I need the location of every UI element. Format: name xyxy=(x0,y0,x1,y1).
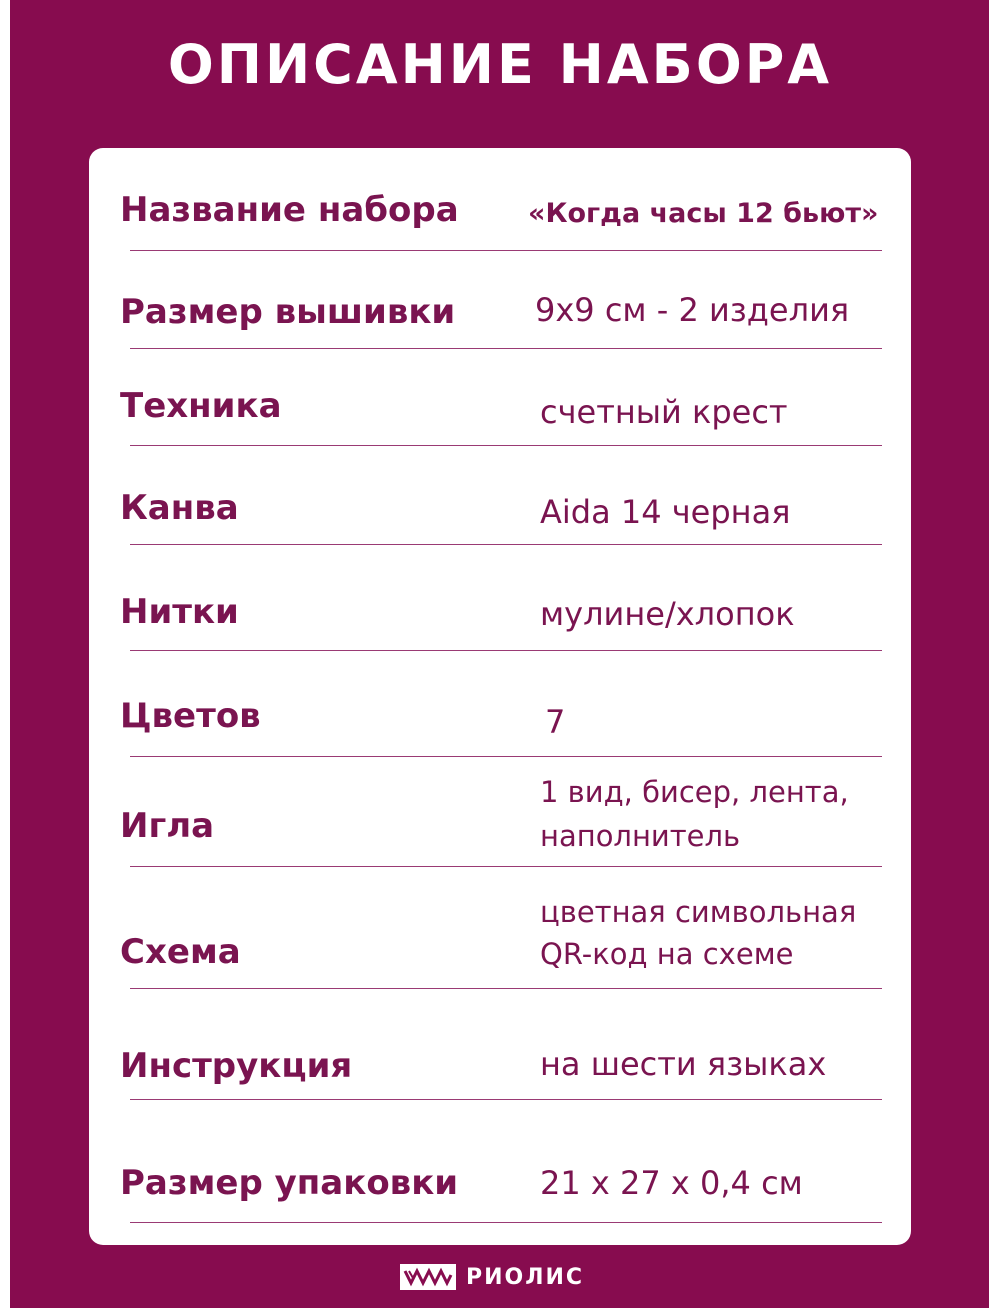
divider xyxy=(130,544,882,545)
row-value-technique: счетный крест xyxy=(540,393,788,431)
divider xyxy=(130,866,882,867)
divider xyxy=(130,348,882,349)
row-label-technique: Техника xyxy=(120,386,282,426)
row-value-needle-line-1: 1 вид, бисер, лента, xyxy=(540,775,849,809)
divider xyxy=(130,1222,882,1223)
divider xyxy=(130,1099,882,1100)
riolis-logo-icon xyxy=(400,1264,456,1290)
brand xyxy=(400,1262,584,1292)
divider xyxy=(130,250,882,251)
divider xyxy=(130,756,882,757)
row-label-package-size: Размер упаковки xyxy=(120,1163,459,1203)
row-value-threads: мулине/хлопок xyxy=(540,595,795,633)
row-label-kit-name: Название набора xyxy=(120,190,459,230)
row-value-canvas: Aida 14 черная xyxy=(540,493,791,531)
divider xyxy=(130,988,882,989)
row-label-canvas: Канва xyxy=(120,488,239,528)
row-value-embroidery-size: 9х9 см - 2 изделия xyxy=(535,291,850,329)
row-value-colors: 7 xyxy=(545,703,566,741)
row-value-package-size: 21 х 27 х 0,4 см xyxy=(540,1164,803,1202)
row-label-threads: Нитки xyxy=(120,592,239,632)
row-label-colors: Цветов xyxy=(120,696,261,736)
row-value-scheme-line-2: QR-код на схеме xyxy=(540,937,794,971)
page-title: ОПИСАНИЕ НАБОРА xyxy=(167,33,833,96)
row-label-instruction: Инструкция xyxy=(120,1046,353,1086)
row-label-scheme: Схема xyxy=(120,932,241,972)
row-value-kit-name: «Когда часы 12 бьют» xyxy=(528,198,879,229)
brand-name: РИОЛИС xyxy=(466,1264,585,1290)
row-value-instruction: на шести языках xyxy=(540,1045,827,1083)
divider xyxy=(130,650,882,651)
divider xyxy=(130,445,882,446)
row-value-scheme-line-1: цветная символьная xyxy=(540,895,857,929)
row-value-needle-line-2: наполнитель xyxy=(540,819,741,853)
row-label-needle: Игла xyxy=(120,806,215,846)
row-label-embroidery-size: Размер вышивки xyxy=(120,292,456,332)
